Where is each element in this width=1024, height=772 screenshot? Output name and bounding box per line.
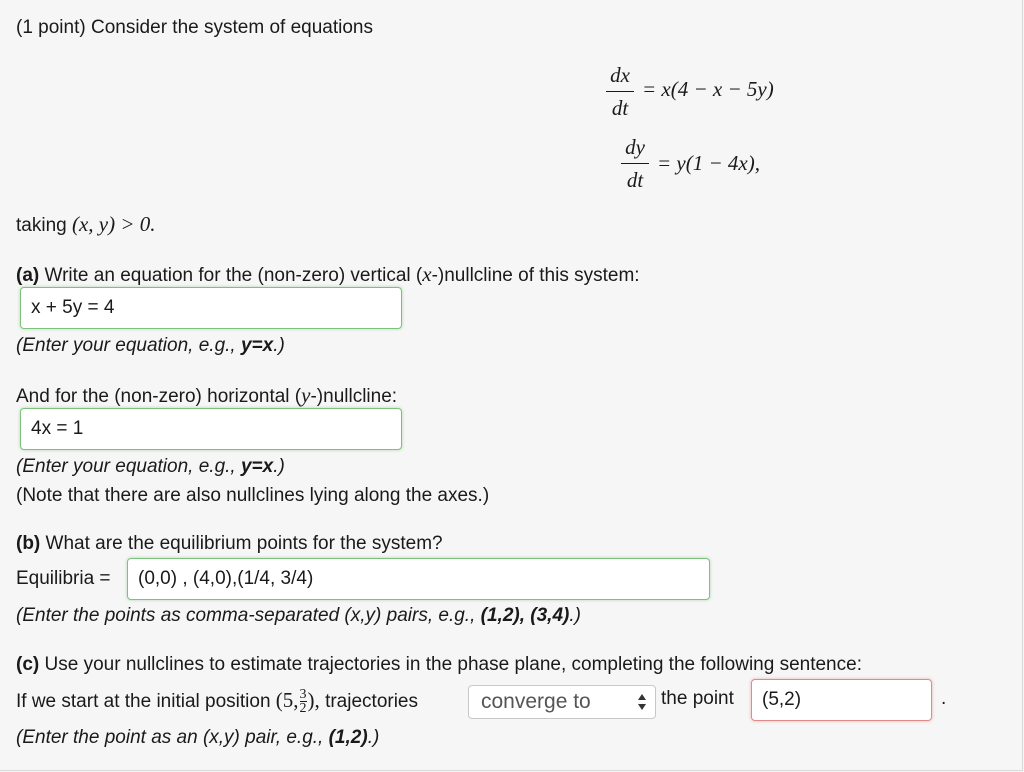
part-b-hint-post: .): [569, 605, 581, 626]
vertical-nullcline-input[interactable]: x + 5y = 4: [20, 287, 402, 329]
part-a-q2-var: y: [301, 383, 311, 407]
part-c-hint-post: .): [367, 727, 380, 748]
part-a-question2: [16, 383, 397, 408]
part-c-label: (c): [16, 654, 40, 675]
equilibria-label: Equilibria =: [16, 568, 111, 589]
eq2-denominator: dt: [626, 168, 644, 192]
sentence-trajectories: trajectories: [325, 691, 418, 712]
eq1-rhs: = x(4 − x − 5y): [642, 77, 774, 101]
hint1-post: .): [273, 335, 285, 356]
eq2-numerator: dy: [625, 135, 645, 159]
part-a-hint1: [16, 335, 285, 357]
part-a-q2-before: And for the (non-zero) horizontal (: [16, 386, 302, 407]
part-c-sentence: [16, 688, 418, 715]
eq1-numerator: dx: [610, 63, 630, 87]
part-c-hint: [16, 727, 379, 749]
part-a-q2-after: -)nullcline:: [310, 386, 398, 407]
eq2-rhs: = y(1 − 4x),: [657, 151, 760, 175]
taking-line: [16, 212, 156, 237]
part-c-question: [16, 654, 862, 676]
part-a-hint2: [16, 456, 285, 478]
fraction-numerator: 3: [299, 687, 307, 703]
part-a-question: [16, 262, 640, 287]
part-a-label: (a): [16, 265, 40, 286]
hint1-pre: (Enter your equation, e.g.,: [16, 335, 241, 356]
part-b-hint: [16, 605, 581, 627]
point-input[interactable]: (5,2): [751, 679, 932, 721]
part-b-hint-example: (1,2), (3,4): [480, 605, 570, 626]
sentence-period: .: [941, 688, 947, 709]
eq2-fraction: [621, 134, 649, 193]
initial-position-close: ),: [307, 688, 320, 712]
axes-note: (Note that there are also nullclines lying along the axes.): [16, 485, 490, 506]
initial-position-fraction: [300, 688, 307, 715]
horizontal-nullcline-input[interactable]: 4x = 1: [20, 408, 402, 450]
hint2-example: y=x: [240, 456, 274, 477]
part-b-label: (b): [16, 533, 41, 554]
part-c-question-text: Use your nullclines to estimate trajectories in the phase plane, completing the following sentence:: [44, 654, 862, 675]
sentence-the-point: the point: [661, 688, 734, 709]
intro-text: (1 point) Consider the system of equations: [16, 17, 373, 38]
hint2-post: .): [273, 456, 285, 477]
taking-prefix: taking: [16, 215, 67, 236]
eq1-fraction: [606, 62, 634, 121]
initial-position-open: (5,: [275, 688, 299, 712]
taking-math: (x, y) > 0.: [71, 212, 156, 236]
part-b-hint-pre: (Enter the points as comma-separated (x,y) pairs, e.g.,: [16, 605, 481, 626]
hint1-example: y=x: [240, 335, 274, 356]
equilibria-input[interactable]: (0,0) , (4,0),(1/4, 3/4): [127, 558, 710, 600]
sentence-start: If we start at the initial position: [16, 691, 271, 712]
fraction-denominator: 2: [299, 701, 307, 717]
select-value: converge to: [481, 690, 591, 713]
part-c-hint-pre: (Enter the point as an (x,y) pair, e.g.,: [16, 727, 329, 748]
eq1-denominator: dt: [611, 96, 629, 120]
part-b-question: [16, 533, 443, 555]
part-c-hint-example: (1,2): [328, 727, 368, 748]
trajectory-behavior-select[interactable]: [468, 685, 656, 719]
part-b-question-text: What are the equilibrium points for the system?: [45, 533, 443, 554]
select-arrows-icon: [637, 693, 647, 711]
part-a-q-after: -)nullcline of this system:: [431, 265, 640, 286]
hint2-pre: (Enter your equation, e.g.,: [16, 456, 241, 477]
part-a-q-before: Write an equation for the (non-zero) vertical (: [44, 265, 423, 286]
part-a-q-var: x: [422, 262, 432, 286]
